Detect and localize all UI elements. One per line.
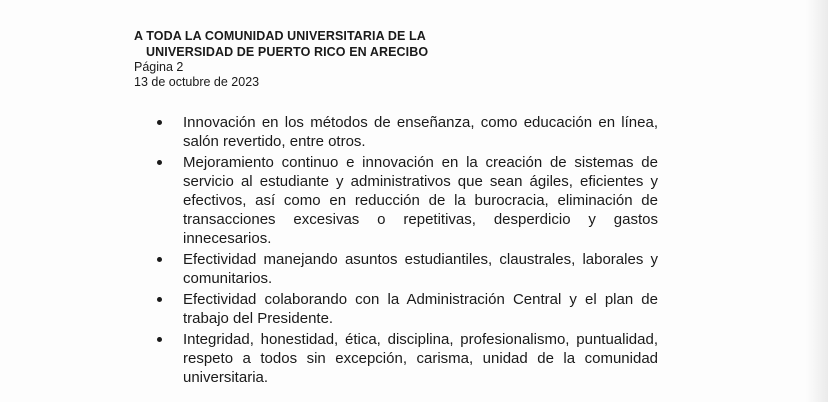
list-item: [154, 153, 658, 248]
letter-header: [134, 28, 654, 90]
list-item: [154, 250, 658, 288]
addressee-line-2: UNIVERSIDAD DE PUERTO RICO EN ARECIBO: [146, 45, 429, 59]
list-item: [154, 330, 658, 387]
page-edge-shadow: [806, 0, 828, 402]
bullet-icon: [157, 257, 162, 262]
list-item: [154, 113, 658, 151]
bullet-icon: [157, 337, 162, 342]
bullet-icon: [157, 297, 162, 302]
list-item-text: Efectividad colaborando con la Administración Central y el plan de trabajo del Presidente.: [183, 291, 658, 327]
list-item-text: Efectividad manejando asuntos estudiantiles, claustrales, laborales y comunitarios.: [183, 251, 658, 287]
bullet-list: [154, 113, 658, 389]
list-item-text: Integridad, honestidad, ética, disciplina, profesionalismo, puntualidad, respeto a todos sin excepción, carisma, unidad de la comunidad universitaria.: [183, 331, 658, 386]
addressee-line-1: A TODA LA COMUNIDAD UNIVERSITARIA DE LA: [134, 29, 426, 43]
list-item: [154, 290, 658, 328]
list-item-text: Innovación en los métodos de enseñanza, como educación en línea, salón revertido, entre otros.: [183, 114, 658, 150]
bullet-icon: [157, 160, 162, 165]
addressee-heading: [134, 28, 654, 60]
bullet-icon: [157, 120, 162, 125]
list-item-text: Mejoramiento continuo e innovación en la creación de sistemas de servicio al estudiante y administrativos que sean ágiles, eficientes y efectivos, así como en reducción de la burocracia, eliminación de transacciones excesivas o repetitivas, desperdicio y gastos innecesarios.: [183, 154, 658, 247]
page-number: Página 2: [134, 60, 184, 74]
letter-date: 13 de octubre de 2023: [134, 75, 260, 89]
